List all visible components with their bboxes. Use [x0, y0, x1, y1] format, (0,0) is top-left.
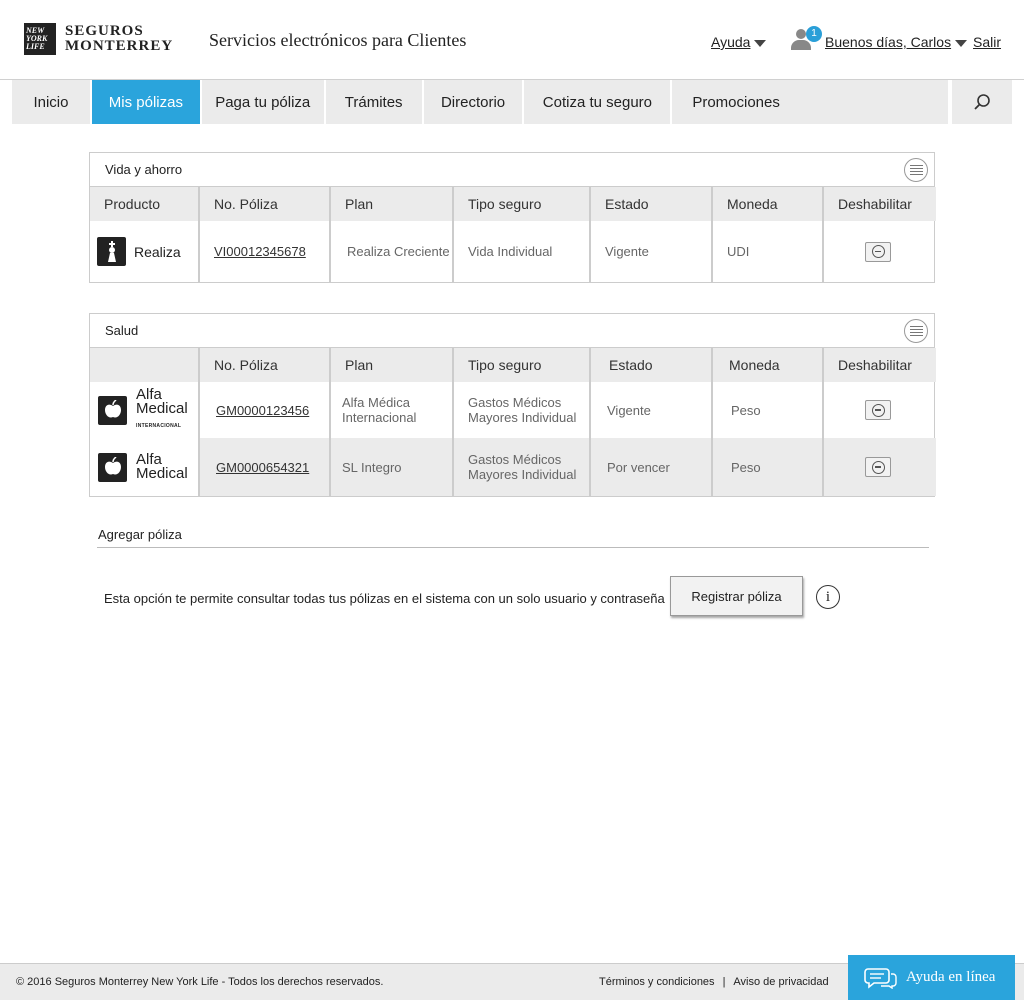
site-title: Servicios electrónicos para Clientes: [209, 30, 467, 50]
header: [0, 0, 1024, 80]
nav-item-promociones[interactable]: Promociones: [672, 80, 950, 124]
column-header: Estado: [590, 187, 712, 221]
table-row: [90, 438, 936, 496]
logo-line2: MONTERREY: [65, 38, 174, 54]
minus-circle-icon: [872, 245, 885, 258]
add-policy-title: Agregar póliza: [98, 527, 182, 542]
status-cell: Vigente: [590, 382, 712, 438]
card-title: Vida y ahorro: [105, 162, 183, 177]
column-header: Moneda: [712, 187, 823, 221]
copyright-text: © 2016 Seguros Monterrey New York Life - Todos los derechos reservados.: [16, 976, 384, 988]
table-row: [90, 221, 936, 282]
help-label: Ayuda: [711, 34, 751, 50]
vida-table: [90, 187, 936, 282]
nav-item-inicio[interactable]: Inicio: [12, 80, 92, 124]
column-header: No. Póliza: [199, 187, 330, 221]
plan-cell: Alfa Médica Internacional: [330, 382, 453, 438]
vida-y-ahorro-card: [89, 152, 935, 283]
table-row: [90, 382, 936, 438]
column-header: [90, 348, 199, 382]
product-cell: [90, 438, 199, 496]
add-policy-description: Esta opción te permite consultar todas tus pólizas en el sistema con un solo usuario y contraseña: [104, 591, 665, 606]
apple-icon: [98, 396, 127, 425]
user-avatar-icon: [790, 28, 817, 50]
column-header: Plan: [330, 348, 453, 382]
minus-circle-icon: [872, 404, 885, 417]
product-line1: Alfa: [136, 451, 162, 468]
status-cell: Vigente: [590, 221, 712, 282]
privacy-link[interactable]: Aviso de privacidad: [733, 976, 829, 988]
chat-bubble-icon: [864, 967, 897, 989]
plan-cell: SL Integro: [330, 438, 453, 496]
disable-cell: [823, 438, 936, 496]
disable-button[interactable]: [865, 242, 891, 262]
currency-cell: Peso: [712, 382, 823, 438]
logo[interactable]: [24, 23, 173, 55]
greeting-text: Buenos días, Carlos: [825, 34, 952, 50]
column-header: Deshabilitar: [823, 348, 936, 382]
policy-link[interactable]: GM0000123456: [216, 402, 310, 418]
policy-cell: [199, 382, 330, 438]
column-header: Estado: [590, 348, 712, 382]
salud-card: [89, 313, 935, 497]
policy-cell: [199, 221, 330, 282]
product-name: [136, 453, 188, 481]
footer-separator: |: [722, 976, 726, 988]
disable-button[interactable]: [865, 457, 891, 477]
type-cell: Vida Individual: [453, 221, 590, 282]
logout-link[interactable]: Salir: [973, 34, 1002, 50]
info-icon[interactable]: i: [816, 585, 840, 609]
column-header: Deshabilitar: [823, 187, 936, 221]
menu-icon[interactable]: [904, 158, 928, 182]
search-button[interactable]: [950, 80, 1012, 124]
policy-link[interactable]: VI00012345678: [214, 244, 306, 259]
column-header: Moneda: [712, 348, 823, 382]
apple-icon: [98, 453, 127, 482]
chevron-down-icon: [955, 40, 967, 47]
card-header: [90, 153, 934, 187]
nav-item-tramites[interactable]: Trámites: [326, 80, 424, 124]
register-policy-button[interactable]: Registrar póliza: [670, 576, 803, 616]
nav-item-mis-polizas[interactable]: Mis pólizas: [92, 80, 202, 124]
plan-cell: Realiza Creciente: [330, 221, 453, 282]
product-line1: Alfa: [136, 385, 162, 403]
card-title: Salud: [105, 323, 139, 338]
divider: [97, 547, 929, 548]
column-header: Plan: [330, 187, 453, 221]
user-menu[interactable]: [790, 28, 967, 50]
type-cell: Gastos Médicos Mayores Individual: [453, 382, 590, 438]
footer-links: [599, 976, 829, 988]
product-name: Realiza: [134, 243, 181, 260]
policy-link[interactable]: GM0000654321: [216, 459, 310, 475]
menu-icon[interactable]: [904, 319, 928, 343]
column-header: Tipo seguro: [453, 348, 590, 382]
product-line2: Medical: [136, 399, 188, 417]
online-help-label: Ayuda en línea: [906, 969, 996, 985]
product-cell: [90, 382, 199, 438]
chess-king-icon: [97, 237, 126, 266]
notification-badge[interactable]: 1: [806, 26, 822, 42]
terms-link[interactable]: Términos y condiciones: [599, 976, 715, 988]
column-header: Producto: [90, 187, 199, 221]
user-greeting[interactable]: [825, 34, 967, 50]
disable-cell: [823, 221, 936, 282]
disable-cell: [823, 382, 936, 438]
logo-line1: SEGUROS: [65, 23, 144, 39]
card-header: [90, 314, 934, 348]
table-header-row: [90, 187, 936, 221]
status-cell: Por vencer: [590, 438, 712, 496]
nav-item-directorio[interactable]: Directorio: [424, 80, 525, 124]
table-header-row: [90, 348, 936, 382]
product-cell: [90, 221, 199, 282]
minus-circle-icon: [872, 461, 885, 474]
help-dropdown[interactable]: [711, 34, 766, 50]
product-line2: Medical: [136, 465, 188, 482]
nav-item-cotiza-tu-seguro[interactable]: Cotiza tu seguro: [524, 80, 672, 124]
salud-table: [90, 348, 936, 496]
online-help-button[interactable]: [848, 955, 1015, 1000]
logo-badge: NEW YORK LIFE: [24, 23, 56, 55]
search-icon: [973, 93, 991, 111]
policy-cell: [199, 438, 330, 496]
logo-text: [65, 24, 173, 54]
column-header: Tipo seguro: [453, 187, 590, 221]
product-sub: INTERNACIONAL: [136, 422, 182, 429]
currency-cell: UDI: [712, 221, 823, 282]
disable-button[interactable]: [865, 400, 891, 420]
type-cell: Gastos Médicos Mayores Individual: [453, 438, 590, 496]
currency-cell: Peso: [712, 438, 823, 496]
chevron-down-icon: [754, 40, 766, 47]
column-header: No. Póliza: [199, 348, 330, 382]
main-nav: [12, 80, 1012, 124]
nav-item-paga-tu-poliza[interactable]: Paga tu póliza: [202, 80, 326, 124]
product-name: [136, 385, 188, 433]
